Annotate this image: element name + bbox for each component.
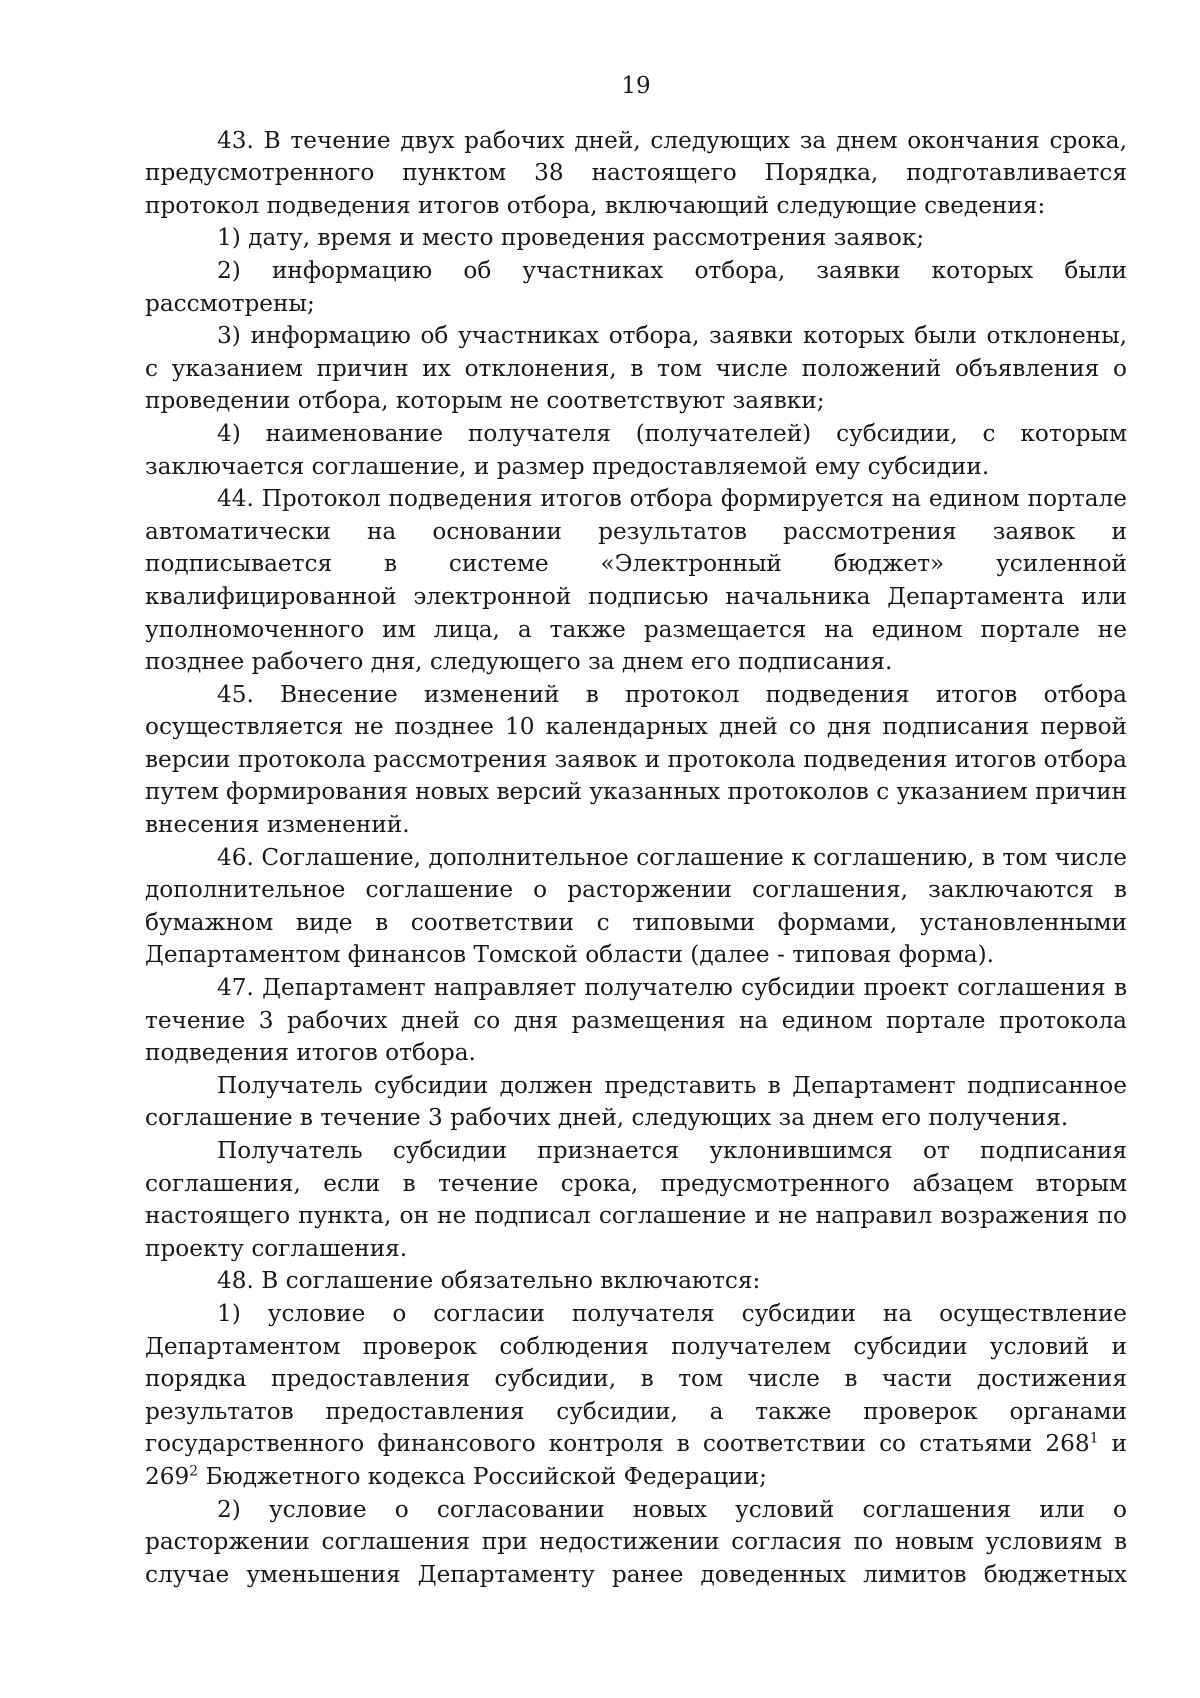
paragraph-48-item-1-text-a: 1) условие о согласии получателя субсидии на осуществление Департаментом проверок соблюдения получателем субсидии условий и порядка предоставления субсидии, в том числе в части достижения результатов предоставления субсидии, а также проверок органами государственного финансового контроля в соответствии со статьями 268 — [145, 1299, 1127, 1458]
paragraph-48: 48. В соглашение обязательно включаются: — [217, 1267, 761, 1295]
paragraph-47-third: Получатель субсидии признается уклонившимся от подписания соглашения, если в течение срока, предусмотренного абзацем вторым настоящего пункта, он не подписал соглашение и не направил возражения по проекту соглашения. — [145, 1137, 1127, 1262]
paragraph-48-item-1-text-b: Бюджетного кодекса Российской Федерации; — [198, 1462, 767, 1490]
document-page — [145, 70, 1127, 1591]
paragraph-43: 43. В течение двух рабочих дней, следующих за днем окончания срока, предусмотренного пунктом 38 настоящего Порядка, подготавливается протокол подведения итогов отбора, включающий следующие сведения: — [145, 126, 1127, 219]
paragraph-43-item-1: 1) дату, время и место проведения рассмотрения заявок; — [217, 224, 925, 252]
paragraph-43-item-3: 3) информацию об участниках отбора, заявки которых были отклонены, с указанием причин их отклонения, в том числе положений объявления о проведении отбора, которым не соответствуют заявки; — [145, 322, 1127, 415]
superscript-2: 2 — [189, 1463, 199, 1480]
page-number: 19 — [621, 73, 651, 99]
paragraph-48-item-2: 2) условие о согласовании новых условий соглашения или о расторжении соглашения при недостижении согласия по новым условиям в случае уменьшения Департаменту ранее доведенных лимитов бюджетных — [145, 1495, 1127, 1588]
paragraph-47: 47. Департамент направляет получателю субсидии проект соглашения в течение 3 рабочих дней со дня размещения на едином портале протокола подведения итогов отбора. — [145, 974, 1127, 1067]
paragraph-44: 44. Протокол подведения итогов отбора формируется на едином портале автоматически на основании результатов рассмотрения заявок и подписывается в системе «Электронный бюджет» усиленной квалифицированной электронной подписью начальника Департамента или уполномоченного им лица, а также размещается на едином портале не позднее рабочего дня, следующего за днем его подписания. — [145, 485, 1127, 676]
paragraph-45: 45. Внесение изменений в протокол подведения итогов отбора осуществляется не позднее 10 календарных дней со дня подписания первой версии протокола рассмотрения заявок и протокола подведения итогов отбора путем формирования новых версий указанных протоколов с указанием причин внесения изменений. — [145, 680, 1128, 839]
paragraph-48-item-1 — [145, 1298, 1127, 1494]
paragraph-46: 46. Соглашение, дополнительное соглашение к соглашению, в том числе дополнительное соглашение о расторжении соглашения, заключаются в бумажном виде в соответствии с типовыми формами, установленными Департаментом финансов Томской области (далее - типовая форма). — [145, 843, 1127, 969]
paragraph-43-item-2: 2) информацию об участниках отбора, заявки которых были рассмотрены; — [145, 256, 1127, 317]
paragraph-43-item-4: 4) наименование получателя (получателей) субсидии, с которым заключается соглашение, и размер предоставляемой ему субсидии. — [145, 419, 1127, 480]
superscript-1: 1 — [1089, 1430, 1099, 1447]
paragraph-47-second: Получатель субсидии должен представить в Департамент подписанное соглашение в течение 3 рабочих дней, следующих за днем его получения. — [145, 1071, 1127, 1132]
paragraph-48-item-1-text-mid: и 269 — [145, 1430, 1128, 1490]
